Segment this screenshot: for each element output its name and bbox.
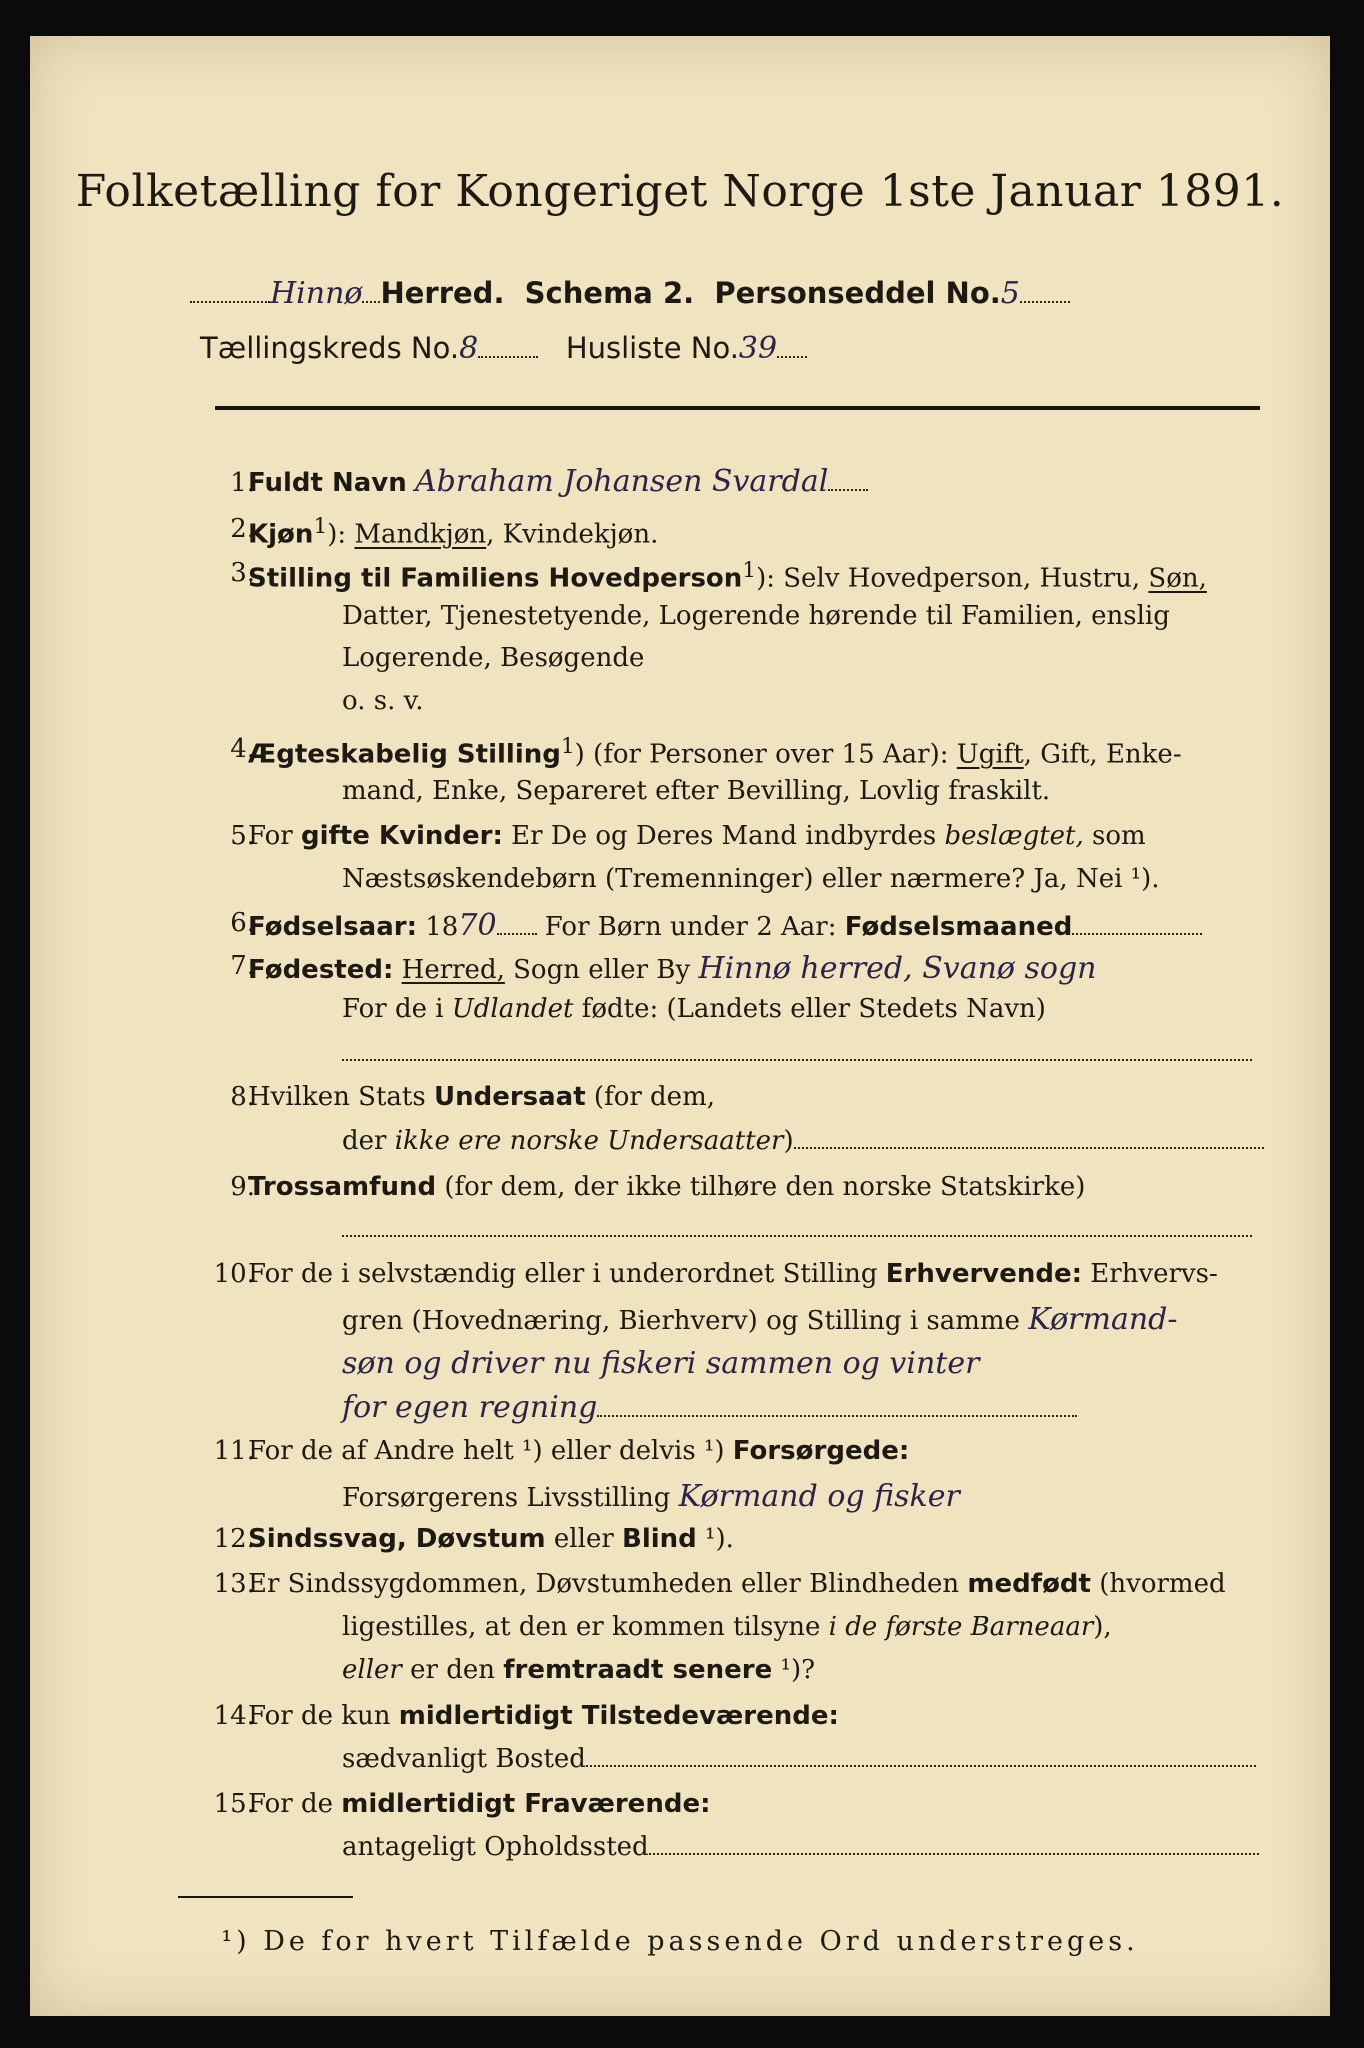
item-11-text: For de af Andre helt ¹) eller delvis ¹)	[248, 1436, 733, 1466]
item-6-label2: Fødselsmaaned	[844, 912, 1073, 942]
item-2-label: Kjøn	[248, 519, 314, 550]
item-7-line2a: For de i	[342, 994, 452, 1024]
item-13-line3-bold: fremtraadt senere	[503, 1655, 773, 1685]
item-10-text: For de i selvstændig eller i underordnet Stilling	[248, 1259, 886, 1289]
item-8-number: 8.	[230, 1082, 255, 1112]
item-5-italic: beslægtet,	[944, 821, 1084, 851]
item-3-sup: 1	[742, 558, 757, 583]
item-4-label: Ægteskabelig Stilling	[248, 739, 561, 770]
item-8-line2a: der	[342, 1126, 395, 1156]
census-form-page	[30, 36, 1330, 2016]
item-13-line-2	[342, 1612, 1112, 1642]
form-title: Folketælling for Kongeriget Norge 1ste Januar 1891.	[75, 166, 1285, 217]
schema-label: Schema 2.	[524, 276, 695, 310]
item-4-rest: , Gift, Enke-	[1023, 739, 1182, 770]
item-2-line	[248, 514, 658, 550]
item-10-rest: Erhvervs-	[1082, 1259, 1218, 1289]
item-4-sup: 1	[560, 734, 575, 759]
item-9-line-1	[248, 1172, 1085, 1202]
item-2-text: ):	[327, 519, 355, 550]
item-12-number: 12.	[213, 1524, 255, 1554]
item-8-rest: (for dem,	[585, 1082, 715, 1112]
item-15-line-1	[248, 1789, 710, 1819]
footnote-rule	[178, 1896, 353, 1898]
item-13-line3-italic: eller	[342, 1655, 402, 1685]
item-12-rest: ¹).	[696, 1524, 734, 1554]
item-3-line-2: Datter, Tjenestetyende, Logerende hørende til Familien, enslig	[342, 601, 1170, 631]
item-8-line2-italic: ikke ere norske Undersaatter	[394, 1126, 784, 1156]
item-6-line	[248, 908, 1202, 943]
husliste-label: Husliste No.	[565, 331, 739, 365]
item-1-label: Fuldt Navn	[248, 468, 407, 498]
item-10-number: 10.	[213, 1259, 255, 1289]
item-7-line2-italic: Udlandet	[451, 994, 574, 1024]
footnote: ¹) De for hvert Tilfælde passende Ord understreges.	[221, 1926, 1139, 1957]
item-7-line2b: fødte: (Landets eller Stedets Navn)	[573, 994, 1046, 1024]
item-7-option-herred: Herred,	[401, 955, 505, 985]
item-15-line-2	[342, 1832, 1259, 1862]
item-3-option-son: Søn,	[1148, 563, 1207, 594]
item-4-option-ugift: Ugift	[956, 739, 1024, 770]
item-12-label: Sindssvag, Døvstum	[248, 1524, 546, 1554]
item-5-line-2: Næstsøskendebørn (Tremenninger) eller nærmere? Ja, Nei ¹).	[342, 864, 1160, 894]
item-11-line-1	[248, 1436, 909, 1466]
kreds-value: 8	[459, 331, 479, 366]
item-9-number: 9.	[230, 1172, 255, 1202]
item-13-line2b: ),	[1093, 1612, 1112, 1642]
item-13-text: Er Sindssygdommen, Døvstumheden eller Blindheden	[248, 1569, 968, 1599]
item-3-line-4: o. s. v.	[342, 686, 424, 716]
item-7-number: 7.	[230, 951, 255, 981]
item-5-label: gifte Kvinder:	[300, 821, 503, 851]
item-5-pre: For	[248, 821, 301, 851]
item-11-number: 11.	[213, 1436, 255, 1466]
item-6-mid: For Børn under 2 Aar:	[536, 912, 845, 942]
item-5-line-1	[248, 821, 1146, 851]
item-13-line3c: ¹)?	[772, 1655, 816, 1685]
item-8-text: Hvilken Stats	[248, 1082, 434, 1112]
item-13-rest: (hvormed	[1090, 1569, 1226, 1599]
item-7-value: Hinnø herred, Svanø sogn	[698, 951, 1097, 986]
item-7-line-2	[342, 994, 1046, 1024]
item-4-line-1	[248, 734, 1182, 770]
kreds-label: Tællingskreds No.	[200, 331, 460, 365]
item-2-option-kvindekjon: , Kvindekjøn.	[486, 519, 659, 550]
item-15-line2: antageligt Opholdssted	[342, 1832, 649, 1862]
item-6-text: 18	[417, 912, 459, 942]
item-11-line2: Forsørgerens Livsstilling	[342, 1483, 671, 1513]
item-10-line-1	[248, 1259, 1218, 1289]
item-9-label: Trossamfund	[248, 1172, 437, 1202]
item-5-number: 5.	[230, 821, 255, 851]
item-10-value-1: Kørmand-	[1028, 1302, 1178, 1337]
item-6-number: 6.	[230, 908, 255, 938]
item-13-line2-italic: i de første Barneaar	[828, 1612, 1094, 1642]
item-13-number: 13.	[213, 1569, 255, 1599]
item-11-line-2	[342, 1479, 960, 1514]
item-4-text: ) (for Personer over 15 Aar):	[574, 739, 957, 770]
item-14-line-1	[248, 1701, 839, 1731]
item-2-number: 2.	[230, 514, 255, 544]
item-6-label: Fødselsaar:	[248, 912, 417, 942]
item-14-line2: sædvanligt Bosted	[342, 1744, 586, 1774]
item-3-number: 3.	[230, 558, 255, 588]
item-13-label: medfødt	[967, 1569, 1091, 1599]
item-13-line3a: er den	[401, 1655, 504, 1685]
item-3-label: Stilling til Familiens Hovedperson	[248, 563, 743, 594]
kreds-line	[200, 331, 807, 366]
item-10-line-4	[342, 1390, 1077, 1425]
item-5-text: Er De og Deres Mand indbyrdes	[502, 821, 945, 851]
item-10-label: Erhvervende:	[885, 1259, 1083, 1289]
item-7-line-3	[342, 1038, 1252, 1068]
item-13-line2a: ligestilles, at den er kommen tilsyne	[342, 1612, 829, 1642]
item-5-rest: som	[1083, 821, 1146, 851]
item-4-number: 4.	[230, 734, 255, 764]
personseddel-label: Personseddel No.	[714, 276, 1001, 310]
husliste-value: 39	[738, 331, 778, 366]
item-7-label: Fødested:	[248, 955, 394, 985]
herred-line	[190, 276, 1070, 311]
item-8-line-1	[248, 1082, 715, 1112]
item-8-line2b: )	[783, 1126, 794, 1156]
item-1-line	[248, 464, 868, 499]
herred-value: Hinnø	[270, 276, 363, 311]
item-15-label: midlertidigt Fraværende:	[341, 1789, 711, 1819]
item-8-line-2	[342, 1126, 1264, 1156]
item-1-number: 1.	[230, 468, 255, 498]
item-9-line-2	[342, 1214, 1252, 1244]
item-2-option-mandkjon: Mandkjøn	[354, 519, 487, 550]
item-13-line-1	[248, 1569, 1226, 1599]
item-13-line-3	[342, 1655, 815, 1685]
item-10-line2: gren (Hovednæring, Bierhverv) og Stilling i samme	[342, 1306, 1020, 1336]
item-3-text: ): Selv Hovedperson, Hustru,	[756, 563, 1149, 594]
item-14-label: midlertidigt Tilstedeværende:	[398, 1701, 839, 1731]
item-15-number: 15.	[213, 1789, 255, 1819]
item-9-text: (for dem, der ikke tilhøre den norske Statskirke)	[436, 1172, 1086, 1202]
item-12-line	[248, 1524, 734, 1554]
herred-label: Herred.	[380, 276, 505, 310]
item-3-line-1	[248, 558, 1207, 594]
item-14-text: For de kun	[248, 1701, 399, 1731]
item-15-text: For de	[248, 1789, 342, 1819]
item-11-label: Forsørgede:	[732, 1436, 910, 1466]
item-3-line-3: Logerende, Besøgende	[342, 643, 645, 673]
item-7-text: Sogn eller By	[504, 955, 691, 985]
item-10-line-2	[342, 1302, 1178, 1337]
item-6-value: 70	[458, 908, 497, 943]
header-rule	[215, 406, 1260, 410]
item-4-line-2: mand, Enke, Separeret efter Bevilling, Lovlig fraskilt.	[342, 776, 1051, 806]
item-7-line-1	[248, 951, 1096, 986]
item-1-value: Abraham Johansen Svardal	[415, 464, 829, 499]
personseddel-value: 5	[1000, 276, 1020, 311]
item-2-sup: 1	[313, 514, 328, 539]
item-10-line-3	[342, 1346, 979, 1381]
item-12-text: eller	[545, 1524, 623, 1554]
item-14-number: 14.	[213, 1701, 255, 1731]
item-8-label: Undersaat	[433, 1082, 586, 1112]
item-12-label2: Blind	[622, 1524, 697, 1554]
item-11-value: Kørmand og fisker	[678, 1479, 960, 1514]
item-14-line-2	[342, 1744, 1256, 1774]
item-10-value-2: søn og driver nu fiskeri sammen og vinter	[342, 1346, 980, 1381]
item-10-value-3: for egen regning	[342, 1390, 598, 1425]
